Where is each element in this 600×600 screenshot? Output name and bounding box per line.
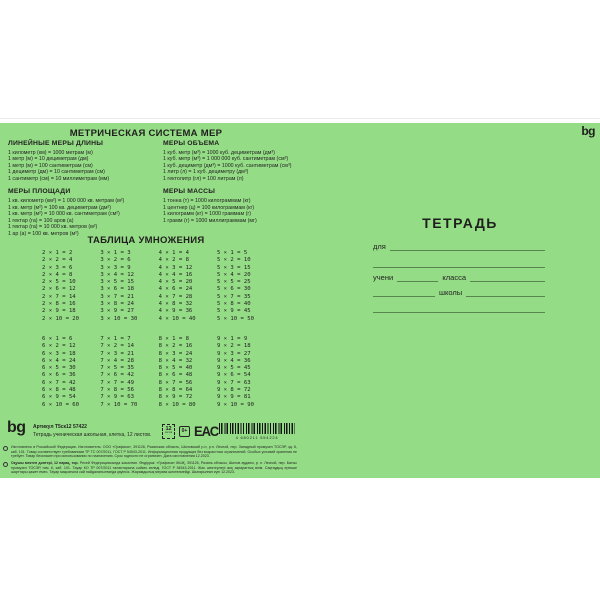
- metric-line: 1 центнер (ц) = 100 килограммам (кг): [163, 204, 255, 211]
- multiplication-row: 2 × 9 = 18: [42, 308, 76, 315]
- multiplication-row: 8 × 2 = 16: [158, 343, 193, 350]
- metric-section-heading: МЕРЫ МАССЫ: [163, 188, 216, 196]
- label-school: школы: [439, 288, 463, 297]
- multiplication-row: 3 × 1 = 3: [100, 250, 131, 256]
- metric-line: 1 куб. дециметр (дм³) = 1000 куб. сантиметрам (см³): [163, 162, 292, 169]
- multiplication-row: 3 × 9 = 27: [100, 308, 134, 315]
- legal-bullet-icon: [3, 446, 8, 451]
- multiplication-row: 2 × 2 = 4: [42, 257, 73, 264]
- notebook-title: ТЕТРАДЬ: [422, 215, 498, 231]
- legal-bullet-icon: [3, 462, 8, 467]
- multiplication-row: 5 × 7 = 35: [216, 293, 251, 300]
- write-line: [390, 240, 545, 251]
- sheet-count-value: 12: [165, 425, 172, 432]
- label-student: учени: [373, 273, 394, 282]
- multiplication-row: 5 × 9 = 45: [216, 308, 251, 315]
- field-row-for: [373, 241, 545, 251]
- multiplication-row: 9 × 9 = 81: [216, 394, 251, 401]
- write-line: [397, 271, 438, 282]
- multiplication-row: 2 × 3 = 6: [42, 264, 73, 271]
- multiplication-row: 2 × 8 = 16: [42, 301, 76, 308]
- metric-line: 1 дециметр (дм) = 10 сантиметрам (см): [8, 169, 105, 176]
- multiplication-row: 7 × 9 = 63: [100, 394, 134, 401]
- multiplication-row: 2 × 10 = 20: [42, 315, 80, 322]
- multiplication-row: 4 × 5 = 20: [158, 279, 193, 286]
- write-line: [373, 257, 545, 268]
- multiplication-row: 8 × 9 = 72: [158, 394, 193, 401]
- age-rating-badge: 0+: [179, 426, 190, 437]
- multiplication-row: 3 × 6 = 18: [100, 286, 134, 293]
- multiplication-row: 7 × 10 = 70: [100, 401, 138, 408]
- multiplication-row: 4 × 7 = 28: [158, 293, 193, 300]
- multiplication-column: [42, 250, 79, 323]
- barcode-bars-icon: [219, 423, 295, 434]
- certification-badges: [162, 423, 218, 439]
- barcode: [219, 423, 295, 440]
- metric-line: 1 куб. метр (м³) = 1 000 000 куб. сантиметрам (см³): [163, 156, 289, 163]
- legal-text-kz-body: Ресей Федерациясында жасалған. Өндіруші: «Графика» ЖШҚ, 391126, Рязань облысы, Шилов ауданы, р. п. Лесной, пер. Батыс промузел ТОСЭР, ғим. 6, каб. 101. Тауар КО ТР 007/2011 талаптарына сәйкес келеді, ГОСТ Р 54543-2011. Жас шектеулері жоқ ақпараттық өнім. Сақтаудың ерекше шарттары қажет емес. Тауар мақсатына сай пайдаланылғанда қауіпсіз. Жарамдылық мерзімі шектелмейді. Шығарылған күні 12.2023.: [11, 461, 297, 475]
- multiplication-row: 8 × 1 = 8: [158, 336, 189, 342]
- field-row-blank-2: [373, 303, 545, 313]
- metric-line: 1 кв. метр (м²) = 10 000 кв. сантиметрам (см²): [8, 211, 120, 218]
- multiplication-row: 6 × 7 = 42: [42, 379, 76, 386]
- multiplication-column: [100, 336, 137, 409]
- metric-line: 1 гектолитр (гл) = 100 литрам (л): [163, 175, 244, 182]
- metric-line: 1 километр (км) = 1000 метрам (м): [8, 150, 93, 156]
- multiplication-row: 5 × 10 = 50: [216, 315, 254, 322]
- multiplication-row: 6 × 1 = 6: [42, 336, 73, 342]
- legal-text-kz: [11, 461, 297, 475]
- multiplication-row: 3 × 3 = 9: [100, 264, 131, 271]
- multiplication-row: 8 × 4 = 32: [158, 357, 193, 364]
- multiplication-column: [100, 250, 137, 323]
- multiplication-row: 7 × 7 = 49: [100, 379, 134, 386]
- metric-section: [163, 140, 313, 182]
- field-row-school: [373, 287, 545, 297]
- multiplication-row: 6 × 5 = 30: [42, 365, 76, 372]
- write-line: [373, 302, 545, 313]
- write-line: [466, 286, 545, 297]
- metric-line: 1 куб. метр (м³) = 1000 куб. дециметрам (дм³): [163, 150, 275, 156]
- multiplication-row: 2 × 6 = 12: [42, 286, 76, 293]
- multiplication-row: 8 × 8 = 64: [158, 387, 193, 394]
- multiplication-row: 6 × 3 = 18: [42, 350, 76, 357]
- multiplication-row: 8 × 7 = 56: [158, 379, 193, 386]
- metric-line: 1 сантиметр (см) = 10 миллиметрам (мм): [8, 175, 110, 182]
- multiplication-row: 4 × 1 = 4: [158, 250, 189, 256]
- multiplication-row: 3 × 4 = 12: [100, 271, 134, 278]
- multiplication-row: 3 × 8 = 24: [100, 301, 134, 308]
- multiplication-row: 4 × 8 = 32: [158, 301, 193, 308]
- metric-system-title: МЕТРИЧЕСКАЯ СИСТЕМА МЕР: [69, 128, 223, 139]
- multiplication-row: 9 × 1 = 9: [216, 336, 248, 342]
- metric-line: 1 килограмм (кг) = 1000 граммам (г): [163, 211, 252, 218]
- metric-line: 1 ар (а) = 100 кв. метров (м²): [8, 230, 79, 237]
- multiplication-row: 4 × 6 = 24: [158, 286, 193, 293]
- multiplication-row: 5 × 5 = 25: [216, 279, 251, 286]
- multiplication-row: 7 × 2 = 14: [100, 343, 134, 350]
- multiplication-row: 3 × 10 = 30: [100, 315, 138, 322]
- multiplication-row: 8 × 10 = 80: [158, 401, 196, 408]
- multiplication-row: 9 × 8 = 72: [216, 387, 251, 394]
- multiplication-row: 9 × 2 = 18: [216, 343, 251, 350]
- multiplication-row: 7 × 5 = 35: [100, 365, 134, 372]
- multiplication-row: 8 × 5 = 40: [158, 365, 193, 372]
- multiplication-row: 5 × 3 = 15: [216, 264, 251, 271]
- multiplication-row: 6 × 2 = 12: [42, 343, 76, 350]
- multiplication-row: 9 × 7 = 63: [216, 379, 251, 386]
- multiplication-column: [217, 250, 254, 323]
- multiplication-column: [217, 336, 254, 409]
- multiplication-column: [159, 250, 196, 323]
- multiplication-row: 9 × 5 = 45: [216, 365, 251, 372]
- multiplication-row: 6 × 8 = 48: [42, 387, 76, 394]
- multiplication-row: 9 × 6 = 54: [216, 372, 251, 379]
- multiplication-row: 5 × 6 = 30: [216, 286, 251, 293]
- write-line: [373, 286, 435, 297]
- metric-line: 1 грамм (г) = 1000 миллиграммам (мг): [163, 217, 257, 224]
- legal-text-ru: Изготовлено в Российской Федерации. Изготовитель: ООО «Графика», 391126, Рязанская область, Шиловский р-н, р.п. Лесной, пер. Западный промузел ТОСЭР, зд. 6, каб. 101. Товар соответствует требованиям ТР ТС 007/2011, ГОСТ Р 54543-2011. Информационная продукция без возрастных ограничений. Особых условий хранения не требует. Товар безопасен при использовании по назначению. Срок годности не ограничен. Дата изготовления 12.2023.: [11, 445, 297, 459]
- label-for: для: [373, 242, 386, 251]
- metric-column-left: [8, 140, 158, 243]
- metric-line: 1 кв. метр (м²) = 100 кв. дециметрам (дм²): [8, 204, 111, 211]
- metric-section-heading: МЕРЫ ОБЪЕМА: [163, 140, 220, 147]
- multiplication-row: 3 × 7 = 21: [100, 293, 134, 300]
- multiplication-row: 8 × 3 = 24: [158, 350, 193, 357]
- brand-logo-top: bg: [581, 124, 595, 138]
- sheet-count-stamp-icon: [162, 424, 175, 439]
- metric-line: 1 гектар (га) = 10 000 кв. метров (м²): [8, 224, 98, 231]
- legal-text-kz-lead: Оқушы мектеп дәптері, 12 парақ, тор.: [11, 461, 79, 465]
- metric-line: 1 кв. километр (км²) = 1 000 000 кв. метрам (м²): [8, 198, 125, 205]
- metric-section-heading: ЛИНЕЙНЫЕ МЕРЫ ДЛИНЫ: [8, 140, 104, 147]
- multiplication-row: 4 × 9 = 36: [158, 308, 193, 315]
- multiplication-block-1: [42, 250, 254, 323]
- brand-logo-footer: bg: [7, 419, 26, 436]
- multiplication-row: 7 × 6 = 42: [100, 372, 134, 379]
- article-number: Артикул Т5ск12 57422: [33, 424, 87, 430]
- metric-section: [163, 188, 313, 224]
- multiplication-row: 3 × 5 = 15: [100, 279, 134, 286]
- multiplication-table-title: ТАБЛИЦА УМНОЖЕНИЯ: [87, 235, 205, 246]
- multiplication-row: 5 × 8 = 40: [216, 301, 251, 308]
- multiplication-row: 2 × 4 = 8: [42, 271, 73, 278]
- metric-section-heading: МЕРЫ ПЛОЩАДИ: [8, 188, 71, 196]
- multiplication-row: 5 × 2 = 10: [216, 257, 251, 264]
- metric-line: 1 литр (л) = 1 куб. дециметру (дм³): [163, 169, 249, 176]
- metric-line: 1 метр (м) = 10 дециметрам (дм): [8, 156, 89, 163]
- metric-column-right: [163, 140, 313, 230]
- eac-mark-icon: ЕАС: [194, 423, 219, 439]
- multiplication-column: [159, 336, 196, 409]
- multiplication-row: 7 × 8 = 56: [100, 387, 134, 394]
- multiplication-row: 7 × 1 = 7: [100, 336, 131, 342]
- multiplication-row: 4 × 2 = 8: [158, 257, 189, 264]
- metric-line: 1 гектар (га) = 100 аров (а): [8, 217, 74, 224]
- multiplication-row: 6 × 10 = 60: [42, 401, 80, 408]
- label-grade: класса: [442, 273, 467, 282]
- multiplication-row: 4 × 3 = 12: [158, 264, 193, 271]
- multiplication-row: 3 × 2 = 6: [100, 257, 131, 264]
- write-line: [470, 271, 545, 282]
- field-row-student-grade: [373, 272, 545, 282]
- multiplication-row: 6 × 4 = 24: [42, 357, 76, 364]
- multiplication-row: 4 × 10 = 40: [158, 315, 196, 322]
- multiplication-row: 2 × 7 = 14: [42, 293, 76, 300]
- sheet-count-label: листов: [164, 432, 173, 435]
- multiplication-row: 6 × 9 = 54: [42, 394, 76, 401]
- multiplication-column: [42, 336, 79, 409]
- green-cover: [0, 123, 600, 478]
- multiplication-row: 2 × 1 = 2: [42, 250, 73, 256]
- multiplication-row: 5 × 1 = 5: [216, 250, 248, 256]
- page-edge-line: [0, 118, 600, 119]
- metric-line: 1 метр (м) = 100 сантиметрам (см): [8, 162, 93, 169]
- multiplication-row: 6 × 6 = 36: [42, 372, 76, 379]
- metric-section: [8, 140, 158, 182]
- multiplication-row: 4 × 4 = 16: [158, 271, 193, 278]
- field-row-blank-1: [373, 258, 545, 268]
- metric-line: 1 тонна (т) = 1000 килограммам (кг): [163, 198, 251, 205]
- multiplication-row: 9 × 3 = 27: [216, 350, 251, 357]
- multiplication-row: 9 × 4 = 36: [216, 357, 251, 364]
- barcode-digits: 4 680211 554224: [235, 435, 279, 440]
- multiplication-row: 7 × 3 = 21: [100, 350, 134, 357]
- multiplication-row: 9 × 10 = 90: [216, 401, 254, 408]
- multiplication-row: 5 × 4 = 20: [216, 271, 251, 278]
- multiplication-row: 8 × 6 = 48: [158, 372, 193, 379]
- product-description: Тетрадь ученическая школьная, клетка, 12 листов.: [33, 432, 152, 438]
- multiplication-row: 7 × 4 = 28: [100, 357, 134, 364]
- multiplication-row: 2 × 5 = 10: [42, 279, 76, 286]
- multiplication-block-2: [42, 336, 254, 409]
- metric-section: [8, 188, 158, 237]
